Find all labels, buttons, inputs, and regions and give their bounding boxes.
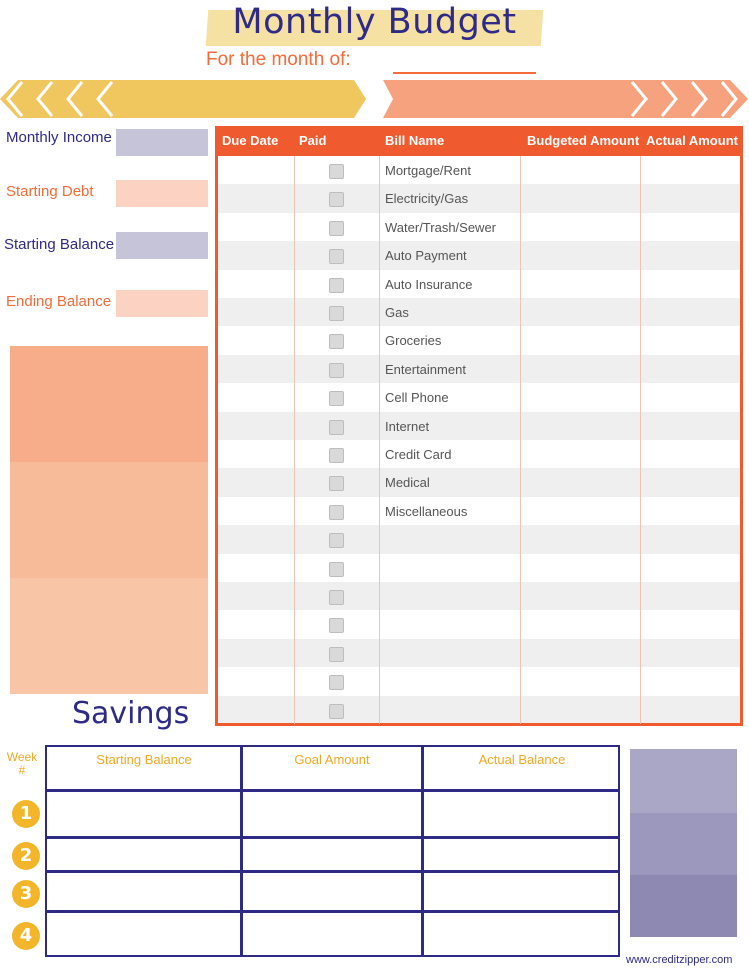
monthly-income-label: Monthly Income bbox=[6, 129, 112, 146]
bill-name: Cell Phone bbox=[385, 390, 449, 406]
savings-col-starting-balance: Starting Balance bbox=[96, 752, 192, 767]
week-number-badge: 4 bbox=[12, 922, 40, 950]
savings-col-divider bbox=[240, 745, 243, 957]
col-actual-amount: Actual Amount bbox=[646, 133, 738, 148]
starting-debt-label: Starting Debt bbox=[6, 183, 94, 200]
bill-name: Groceries bbox=[385, 333, 442, 349]
banner-yellow bbox=[0, 80, 366, 118]
savings-col-divider bbox=[421, 745, 424, 957]
savings-col-actual-balance: Actual Balance bbox=[478, 752, 566, 767]
savings-row-divider bbox=[45, 789, 620, 792]
bill-name: Entertainment bbox=[385, 361, 466, 377]
savings-row-divider bbox=[45, 910, 620, 913]
starting-balance-field[interactable] bbox=[116, 232, 208, 259]
savings-side-block-1 bbox=[630, 749, 737, 813]
bill-name: Internet bbox=[385, 418, 430, 434]
savings-row-divider bbox=[45, 836, 620, 839]
col-divider bbox=[640, 156, 641, 724]
bill-name: Credit Card bbox=[385, 447, 452, 462]
footer-website: www.creditzipper.com bbox=[626, 954, 733, 966]
ending-balance-label: Ending Balance bbox=[6, 293, 112, 310]
savings-table bbox=[45, 745, 620, 957]
savings-side-block-3 bbox=[630, 875, 737, 937]
week-number-badge: 1 bbox=[12, 800, 40, 828]
bill-name: Auto Payment bbox=[385, 248, 467, 264]
week-label-text: Week bbox=[6, 750, 38, 764]
col-bill-name: Bill Name bbox=[385, 133, 445, 148]
monthly-income-field[interactable] bbox=[116, 129, 208, 156]
col-divider bbox=[520, 156, 521, 724]
week-number-badge: 3 bbox=[12, 880, 40, 908]
col-divider bbox=[379, 156, 380, 724]
savings-side-block-2 bbox=[630, 813, 737, 875]
savings-title: Savings bbox=[72, 696, 190, 731]
col-paid: Paid bbox=[299, 133, 327, 148]
starting-debt-field[interactable] bbox=[116, 180, 208, 207]
savings-col-goal-amount: Goal Amount bbox=[294, 752, 370, 767]
savings-row-divider bbox=[45, 870, 620, 873]
starting-balance-label: Starting Balance bbox=[4, 236, 115, 253]
bill-name: Auto Insurance bbox=[385, 276, 473, 292]
bill-name: Miscellaneous bbox=[385, 503, 468, 519]
bill-name: Water/Trash/Sewer bbox=[385, 219, 497, 235]
col-budgeted-amount: Budgeted Amount bbox=[527, 133, 640, 148]
month-label: For the month of: bbox=[206, 49, 351, 70]
notes-block-3 bbox=[10, 578, 208, 694]
col-due-date: Due Date bbox=[222, 133, 279, 148]
bill-name: Medical bbox=[385, 475, 430, 491]
week-number-badge: 2 bbox=[12, 842, 40, 870]
bill-name: Mortgage/Rent bbox=[385, 163, 471, 178]
page-title: Monthly Budget bbox=[232, 2, 517, 42]
notes-block-1 bbox=[10, 346, 208, 462]
chevron-banner bbox=[0, 80, 749, 118]
ending-balance-field[interactable] bbox=[116, 290, 208, 317]
bill-name: Gas bbox=[385, 305, 409, 320]
month-input-line[interactable] bbox=[393, 72, 536, 74]
week-label bbox=[2, 751, 42, 777]
week-label-hash: # bbox=[18, 763, 26, 777]
bill-name: Electricity/Gas bbox=[385, 191, 469, 207]
notes-block-2 bbox=[10, 462, 208, 578]
col-divider bbox=[294, 156, 295, 724]
